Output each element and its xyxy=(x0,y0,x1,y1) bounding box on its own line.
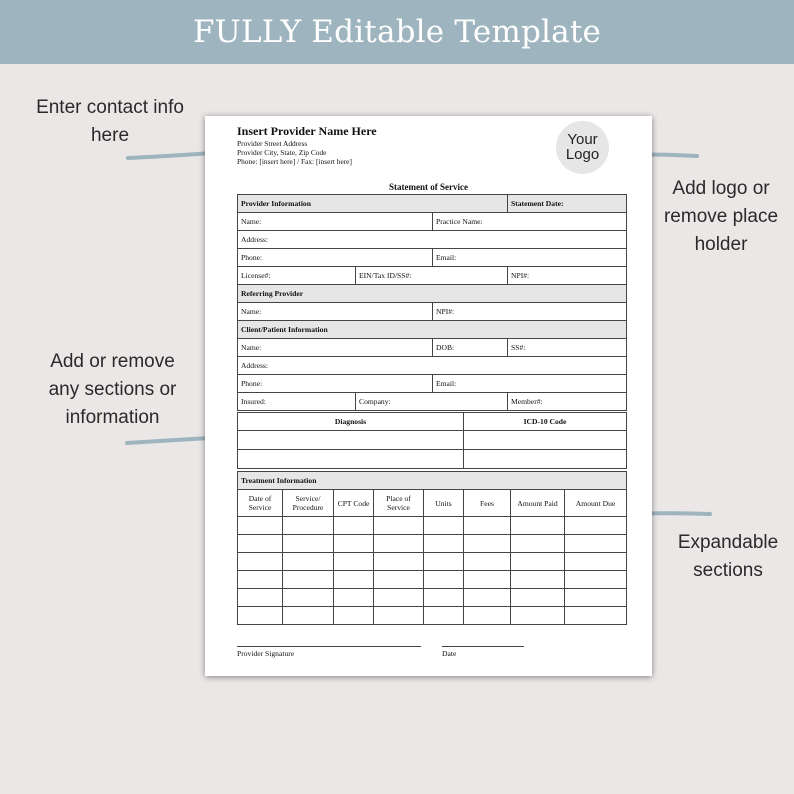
table-row xyxy=(238,431,627,450)
table-cell[interactable] xyxy=(374,517,424,535)
diagnosis-cell[interactable] xyxy=(238,431,464,450)
callout-line: here xyxy=(90,125,130,146)
provider-phone-field[interactable]: Phone: xyxy=(238,249,433,267)
table-row xyxy=(238,285,627,303)
table-row xyxy=(238,553,627,571)
table-cell[interactable] xyxy=(283,517,334,535)
table-row xyxy=(238,472,627,490)
logo-text-line: Your xyxy=(567,131,598,148)
logo-text-line: Logo xyxy=(565,146,600,163)
callout-line: Enter contact info xyxy=(36,97,184,118)
provider-phone-fax[interactable]: Phone: [insert here] / Fax: [insert here] xyxy=(237,157,352,166)
date-signature-label: Date xyxy=(442,649,457,658)
callout-line: any sections or xyxy=(48,379,177,400)
section-provider-info: Provider Information xyxy=(238,195,508,213)
icd10-cell[interactable] xyxy=(464,450,627,469)
table-cell[interactable] xyxy=(334,517,374,535)
provider-name[interactable]: Insert Provider Name Here xyxy=(237,124,377,138)
client-ss-field[interactable]: SS#: xyxy=(508,339,627,357)
callout-line: Expandable xyxy=(677,532,779,553)
table-cell[interactable] xyxy=(565,553,627,571)
table-cell[interactable] xyxy=(464,571,511,589)
table-cell[interactable] xyxy=(334,589,374,607)
table-cell[interactable] xyxy=(238,535,283,553)
referring-name-field[interactable]: Name: xyxy=(238,303,433,321)
table-cell[interactable] xyxy=(238,517,283,535)
table-cell[interactable] xyxy=(424,553,464,571)
col-date-of-service: Date of Service xyxy=(238,490,283,517)
banner-title: FULLY Editable Template xyxy=(192,14,602,50)
table-cell[interactable] xyxy=(424,571,464,589)
table-cell[interactable] xyxy=(334,553,374,571)
col-units: Units xyxy=(424,490,464,517)
callout-line: sections xyxy=(693,560,763,581)
table-row xyxy=(238,231,627,249)
table-cell[interactable] xyxy=(565,535,627,553)
client-phone-field[interactable]: Phone: xyxy=(238,375,433,393)
col-cpt-code: CPT Code xyxy=(334,490,374,517)
statement-title: Statement of Service xyxy=(389,182,468,192)
table-row xyxy=(238,303,627,321)
table-cell[interactable] xyxy=(238,553,283,571)
client-address-field[interactable]: Address: xyxy=(238,357,627,375)
provider-city[interactable]: Provider City, State, Zip Code xyxy=(237,148,327,157)
table-row xyxy=(238,571,627,589)
table-cell[interactable] xyxy=(464,517,511,535)
table-row xyxy=(238,213,627,231)
statement-document xyxy=(205,116,652,676)
table-cell[interactable] xyxy=(334,607,374,625)
ein-field[interactable]: EIN/Tax ID/SS#: xyxy=(356,267,508,285)
table-cell[interactable] xyxy=(238,571,283,589)
table-row xyxy=(238,450,627,469)
table-cell[interactable] xyxy=(374,553,424,571)
provider-npi-field[interactable]: NPI#: xyxy=(508,267,627,285)
table-row xyxy=(238,589,627,607)
col-amount-paid: Amount Paid xyxy=(511,490,565,517)
table-row xyxy=(238,535,627,553)
provider-signature-label: Provider Signature xyxy=(237,649,295,658)
table-row xyxy=(238,357,627,375)
table-cell[interactable] xyxy=(464,553,511,571)
table-row xyxy=(238,413,627,431)
table-row xyxy=(238,267,627,285)
table-cell[interactable] xyxy=(424,607,464,625)
table-cell[interactable] xyxy=(511,571,565,589)
col-amount-due: Amount Due xyxy=(565,490,627,517)
table-cell[interactable] xyxy=(565,589,627,607)
table-row xyxy=(238,375,627,393)
callout-line: Add or remove xyxy=(50,351,175,372)
provider-name-field[interactable]: Name: xyxy=(238,213,433,231)
icd10-header: ICD-10 Code xyxy=(464,413,627,431)
col-service-procedure: Service/ Procedure xyxy=(283,490,334,517)
provider-street[interactable]: Provider Street Address xyxy=(237,139,308,148)
table-cell[interactable] xyxy=(424,535,464,553)
table-cell[interactable] xyxy=(511,535,565,553)
client-email-field[interactable]: Email: xyxy=(433,375,627,393)
table-row xyxy=(238,517,627,535)
table-cell[interactable] xyxy=(283,607,334,625)
client-dob-field[interactable]: DOB: xyxy=(433,339,508,357)
table-row xyxy=(238,339,627,357)
referring-npi-field[interactable]: NPI#: xyxy=(433,303,627,321)
company-field[interactable]: Company: xyxy=(356,393,508,411)
table-cell[interactable] xyxy=(464,589,511,607)
provider-signature-line[interactable] xyxy=(237,646,421,647)
col-place-of-service: Place of Service xyxy=(374,490,424,517)
logo-text xyxy=(556,132,609,162)
table-cell[interactable] xyxy=(424,517,464,535)
table-cell[interactable] xyxy=(374,571,424,589)
table-cell[interactable] xyxy=(374,589,424,607)
license-field[interactable]: License#: xyxy=(238,267,356,285)
callout-line: information xyxy=(65,407,160,428)
practice-name-field[interactable]: Practice Name: xyxy=(433,213,627,231)
table-cell[interactable] xyxy=(283,571,334,589)
info-table xyxy=(237,194,627,411)
table-header-row xyxy=(238,490,627,517)
table-cell[interactable] xyxy=(565,517,627,535)
date-signature-line[interactable] xyxy=(442,646,524,647)
table-cell[interactable] xyxy=(283,535,334,553)
section-client-info: Client/Patient Information xyxy=(238,321,627,339)
diagnosis-header: Diagnosis xyxy=(238,413,464,431)
col-fees: Fees xyxy=(464,490,511,517)
table-row xyxy=(238,249,627,267)
table-cell[interactable] xyxy=(334,535,374,553)
client-name-field[interactable]: Name: xyxy=(238,339,433,357)
section-treatment-info: Treatment Information xyxy=(238,472,627,490)
table-row xyxy=(238,321,627,339)
table-cell[interactable] xyxy=(283,589,334,607)
table-cell[interactable] xyxy=(374,535,424,553)
callout-line: holder xyxy=(694,234,748,255)
table-cell[interactable] xyxy=(238,607,283,625)
table-cell[interactable] xyxy=(511,607,565,625)
table-cell[interactable] xyxy=(283,553,334,571)
table-row xyxy=(238,393,627,411)
table-cell[interactable] xyxy=(464,607,511,625)
diagnosis-table xyxy=(237,412,627,469)
section-referring-provider: Referring Provider xyxy=(238,285,627,303)
table-cell[interactable] xyxy=(511,589,565,607)
icd10-cell[interactable] xyxy=(464,431,627,450)
provider-address-field[interactable]: Address: xyxy=(238,231,627,249)
table-cell[interactable] xyxy=(511,553,565,571)
table-cell[interactable] xyxy=(424,589,464,607)
table-row xyxy=(238,607,627,625)
table-row xyxy=(238,195,627,213)
table-cell[interactable] xyxy=(464,535,511,553)
callout-line: remove place xyxy=(663,206,779,227)
treatment-table xyxy=(237,471,627,625)
table-cell[interactable] xyxy=(334,571,374,589)
insured-field[interactable]: Insured: xyxy=(238,393,356,411)
table-cell[interactable] xyxy=(565,571,627,589)
statement-date-field[interactable]: Statement Date: xyxy=(508,195,627,213)
diagnosis-cell[interactable] xyxy=(238,450,464,469)
table-cell[interactable] xyxy=(565,607,627,625)
member-field[interactable]: Member#: xyxy=(508,393,627,411)
callout-line: Add logo or xyxy=(672,178,770,199)
table-cell[interactable] xyxy=(374,607,424,625)
logo-placeholder[interactable] xyxy=(556,121,609,174)
table-cell[interactable] xyxy=(238,589,283,607)
table-cell[interactable] xyxy=(511,517,565,535)
provider-email-field[interactable]: Email: xyxy=(433,249,627,267)
